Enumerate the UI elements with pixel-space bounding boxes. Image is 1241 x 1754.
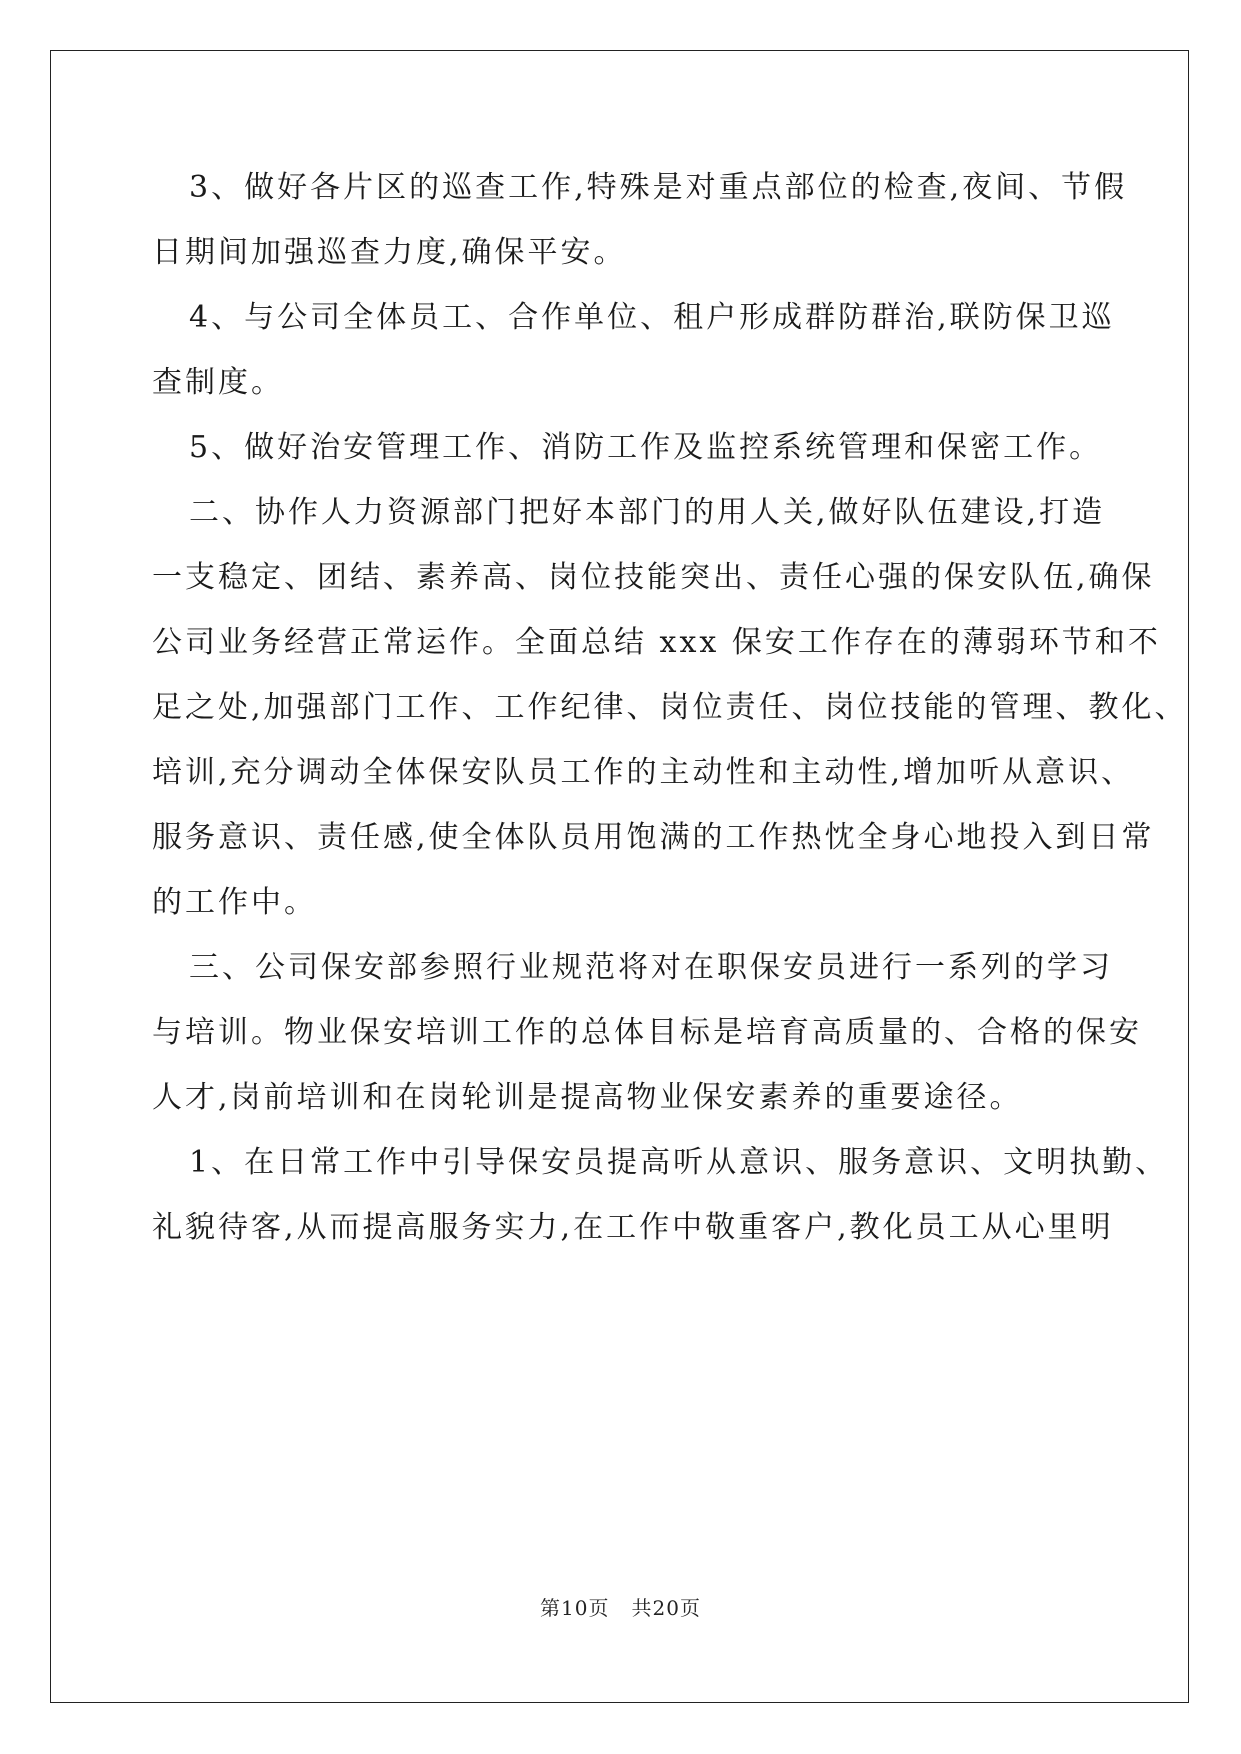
page-footer bbox=[0, 1592, 1241, 1621]
text-line: 4、与公司全体员工、合作单位、租户形成群防群治,联防保卫巡 bbox=[189, 300, 1115, 335]
page-total: 共20页 bbox=[631, 1596, 701, 1620]
text-line: 足之处,加强部门工作、工作纪律、岗位责任、岗位技能的管理、教化、 bbox=[152, 690, 1188, 725]
text-line: 二、协作人力资源部门把好本部门的用人关,做好队伍建设,打造 bbox=[189, 495, 1106, 530]
text-line: 一支稳定、团结、素养高、岗位技能突出、责任心强的保安队伍,确保 bbox=[152, 560, 1155, 595]
text-line: 服务意识、责任感,使全体队员用饱满的工作热忱全身心地投入到日常 bbox=[152, 820, 1155, 855]
document-body bbox=[152, 168, 1188, 1273]
text-line: 人才,岗前培训和在岗轮训是提高物业保安素养的重要途径。 bbox=[152, 1080, 1023, 1115]
text-line: 的工作中。 bbox=[152, 885, 317, 920]
text-line: 日期间加强巡查力度,确保平安。 bbox=[152, 235, 627, 270]
text-line: 与培训。物业保安培训工作的总体目标是培育高质量的、合格的保安 bbox=[152, 1015, 1142, 1050]
text-line: 1、在日常工作中引导保安员提高听从意识、服务意识、文明执勤、 bbox=[189, 1145, 1169, 1180]
text-line: 三、公司保安部参照行业规范将对在职保安员进行一系列的学习 bbox=[189, 950, 1113, 985]
text-line: 礼貌待客,从而提高服务实力,在工作中敬重客户,教化员工从心里明 bbox=[152, 1210, 1114, 1245]
text-line: 查制度。 bbox=[152, 365, 284, 400]
text-line: 公司业务经营正常运作。全面总结 xxx 保安工作存在的薄弱环节和不 bbox=[152, 625, 1161, 660]
text-line: 5、做好治安管理工作、消防工作及监控系统管理和保密工作。 bbox=[189, 430, 1103, 465]
page-number: 第10页 bbox=[540, 1596, 610, 1620]
text-line: 3、做好各片区的巡查工作,特殊是对重点部位的检查,夜间、节假 bbox=[189, 170, 1128, 205]
text-line: 培训,充分调动全体保安队员工作的主动性和主动性,增加听从意识、 bbox=[152, 755, 1135, 790]
